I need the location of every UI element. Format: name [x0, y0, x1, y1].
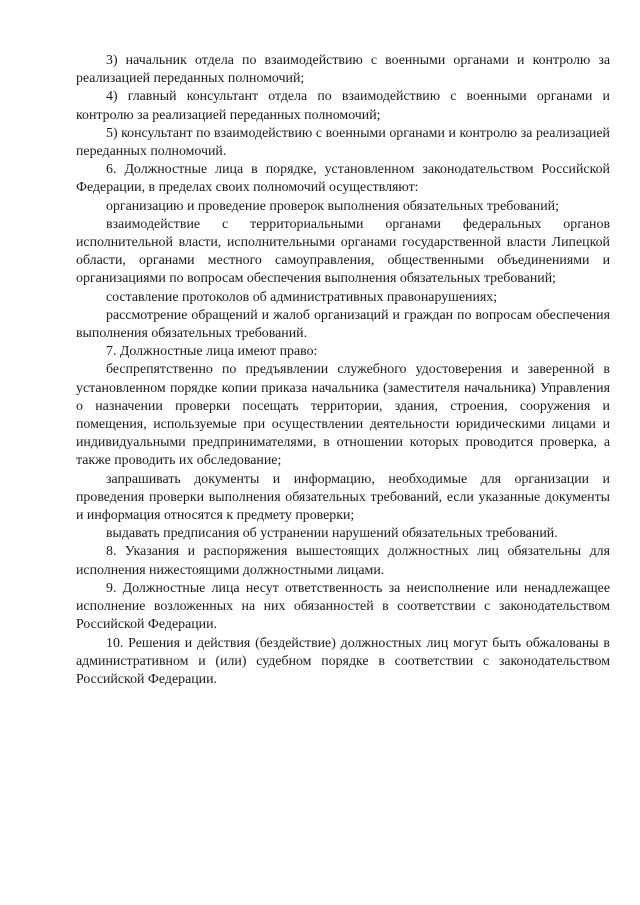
paragraph-duty-complaints: рассмотрение обращений и жалоб организаций и граждан по вопросам обеспечения выполнения обязательных требований. — [76, 307, 610, 342]
paragraph-duty-inspections: организацию и проведение проверок выполнения обязательных требований; — [106, 198, 559, 214]
paragraph-item-3: 3) начальник отдела по взаимодействию с военными органами и контролю за реализацией переданных полномочий; — [76, 53, 610, 87]
paragraph-duty-cooperation: взаимодействие с территориальными органами федеральных органов исполнительной власти, исполнительными органами государственной власти Липецкой области, органами местного самоуправления, общественными объединениями и организациями по вопросам обеспечения выполнения обязательных требований; — [76, 216, 610, 287]
paragraph-right-request-docs: запрашивать документы и информацию, необходимые для организации и проведения проверки выполнения обязательных требований, если указанные документы и информация относятся к предмету проверки; — [76, 471, 610, 524]
paragraph-section-7: 7. Должностные лица имеют право: — [106, 344, 318, 360]
paragraph-item-5: 5) консультант по взаимодействию с военными органами и контролю за реализацией переданных полномочий. — [76, 125, 610, 160]
paragraph-section-8: 8. Указания и распоряжения вышестоящих должностных лиц обязательны для исполнения нижестоящими должностными лицами. — [76, 544, 610, 578]
paragraph-right-orders: выдавать предписания об устранении нарушений обязательных требований. — [106, 526, 558, 542]
paragraph-section-9: 9. Должностные лица несут ответственность за неисполнение или ненадлежащее исполнение возложенных на них обязанностей в соответствии с законодательством Российской Федерации. — [76, 580, 610, 633]
document-body — [76, 52, 610, 689]
paragraph-duty-protocols: составление протоколов об административных правонарушениях; — [106, 289, 498, 305]
paragraph-item-4: 4) главный консультант отдела по взаимодействию с военными органами и контролю за реализацией переданных полномочий; — [76, 89, 610, 123]
paragraph-right-access: беспрепятственно по предъявлении служебного удостоверения и заверенной в установленном порядке копии приказа начальника (заместителя начальника) Управления о назначении проверки посещать территории, здания, строения, сооружения и помещения, используемые при осуществлении деятельности юридическими лицами и индивидуальными предпринимателями, в отношении которых проводится проверка, а также проводить их обследование; — [76, 362, 610, 469]
paragraph-section-10: 10. Решения и действия (бездействие) должностных лиц могут быть обжалованы в административном и (или) судебном порядке в соответствии с законодательством Российской Федерации. — [76, 635, 610, 687]
paragraph-section-6: 6. Должностные лица в порядке, установленном законодательством Российской Федерации, в пределах своих полномочий осуществляют: — [76, 162, 610, 196]
